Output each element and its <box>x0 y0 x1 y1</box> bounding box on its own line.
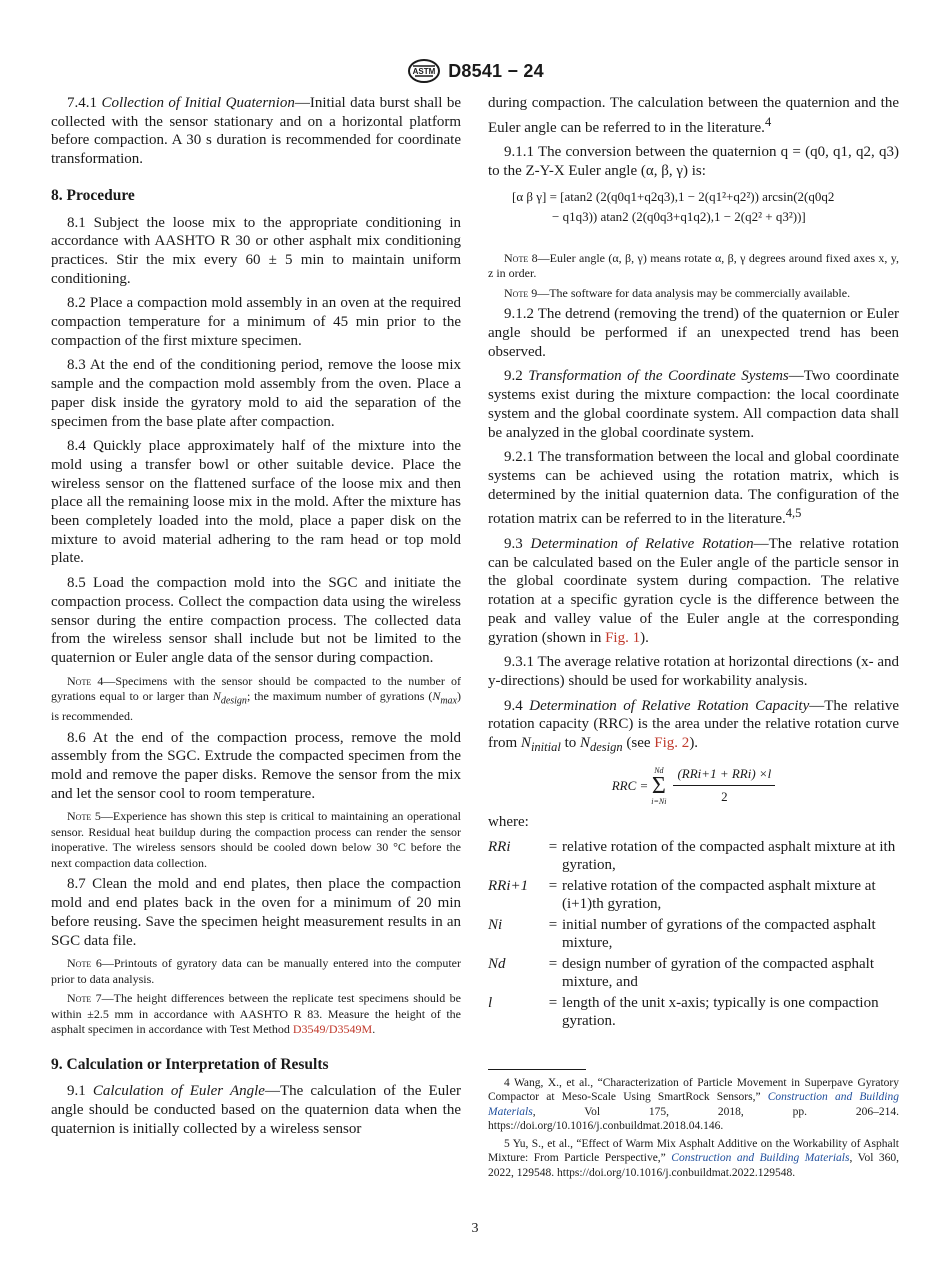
link-fig-2[interactable]: Fig. 2 <box>654 735 690 752</box>
section-9-1: 9.1 Calculation of Euler Angle—The calculation of the Euler angle should be conducted based on the quaternion data when the quaternion is initially collected by a wireless sensor <box>51 1083 462 1137</box>
para-8-1: 8.1 Subject the loose mix to the appropriate conditioning in accordance with AASHTO R 30 or other asphalt mix conditioning practices. Stir the mix every 60 ± 5 min to maintain uniform conditioning. <box>51 214 461 287</box>
equation-line-2: − q1q3)) atan2 (2(q0q3+q1q2),1 − 2(q2² + q3²))] <box>552 208 806 224</box>
section-7-4-1: 7.4.1 Collection of Initial Quaternion—Initial data burst shall be collected with the sensor stationary and on a horizontal platform before compaction. A 30 s duration is recommended for coordinate transformation. <box>51 95 461 168</box>
definition-row <box>488 877 899 916</box>
section-9-3: 9.3 Determination of Relative Rotation—The relative rotation can be calculated based on the Euler angle of the particle sensor in the global coordinate system during compaction. The relative rotation at a specific gyration cycle is the difference between the peak and valley value of the Euler angle at the corresponding gyration (shown in Fig. 1). <box>488 536 899 646</box>
right-column <box>488 94 899 1183</box>
definition-term: Nd <box>488 955 506 972</box>
equation-line-1: [α β γ] = [atan2 (2(q0q1+q2q3),1 − 2(q1²+q2²)) arcsin(2(q0q2 <box>512 188 835 204</box>
journal-link[interactable]: Construction and Building Materials <box>488 1091 900 1118</box>
definition-row <box>488 838 899 877</box>
note-8: Note 8—Euler angle (α, β, γ) means rotate α, β, γ degrees around fixed axes x, y, z in order. <box>488 250 899 281</box>
para-8-5: 8.5 Load the compaction mold into the SGC and initiate the compaction process. Collect the compaction data using the wireless sensor during the entire compaction process. The collected data from the wireless sensor shall include but not be limited to the quaternion or Euler angle data of the sensor during compaction. <box>51 575 461 666</box>
para-8-6: 8.6 At the end of the compaction process, remove the mold assembly from the SGC. Extrude the compacted specimen from the mold and remove the paper disks. Remove the sensor from the mix and let the sensor cool to room temperature. <box>51 729 461 802</box>
rrc-equation <box>488 765 899 807</box>
definition-term: Ni <box>488 916 503 933</box>
footnote-rule <box>488 1069 586 1070</box>
summation-symbol: Nd Σ i=Ni <box>651 765 667 806</box>
definition-desc: relative rotation of the compacted asphalt mixture at ith gyration, <box>562 838 896 873</box>
para-9-1-cont: during compaction. The calculation between the quaternion and the Euler angle can be referred to in the literature.$^4$ <box>488 95 899 136</box>
definition-eq: = <box>548 877 558 894</box>
sum-lower-limit: i=Ni <box>651 796 667 806</box>
para-9-3-1: 9.3.1 The average relative rotation at horizontal directions (x- and y-directions) should be used for workability analysis. <box>488 654 899 689</box>
note-6: Note 6—Printouts of gyratory data can be manually entered into the computer prior to data analysis. <box>51 956 461 986</box>
section-9-2: 9.2 Transformation of the Coordinate Systems—Two coordinate systems exist during the mixture compaction: the local coordinate system and the global coordinate system. All compaction data shall be analyzed in the global coordinate system. <box>488 368 899 441</box>
definitions-table <box>488 838 899 1033</box>
definition-row <box>488 916 899 955</box>
para-9-1-1: 9.1.1 The conversion between the quaternion q = (q0, q1, q2, q3) to the Z-Y-X Euler angle (α, β, γ) is: <box>488 144 899 180</box>
svg-text:ASTM: ASTM <box>412 67 436 76</box>
para-9-2-1: 9.2.1 The transformation between the local and global coordinate systems can be achieved using the rotation matrix, which is determined by the initial quaternion data. The configuration of the rotation matrix can be referred to in the literature.$^{4,5}$ <box>488 449 899 528</box>
note-9: Note 9—The software for data analysis may be commercially available. <box>504 285 851 300</box>
definition-desc: design number of gyration of the compacted asphalt mixture, and <box>562 955 874 990</box>
link-fig-1[interactable]: Fig. 1 <box>605 629 641 646</box>
definition-row <box>488 955 899 994</box>
rrc-lhs: RRC = <box>611 777 649 793</box>
euler-equation <box>488 187 899 227</box>
para-8-7: 8.7 Clean the mold and end plates, then place the compaction mold and end plates back in the oven for a minimum of 20 min before reusing. Save the specimen height measurement results in an SGC data file. <box>51 876 461 949</box>
astm-logo-icon <box>406 58 442 84</box>
rrc-denominator: 2 <box>721 789 728 805</box>
footnote-4: 4 Wang, X., et al., “Characterization of Particle Movement in Superpave Gyratory Compactor at Meso-Scale Using SmartRock Sensors,” Construction and Building Materials, Vol 175, 2018, pp. 206–214. https://doi.org/10.1016/j.conbuildmat.2018.04.146. <box>488 1076 900 1133</box>
para-8-3: 8.3 At the end of the conditioning period, remove the loose mix sample and the compaction mold assembly from the oven. Place a paper disk inside the gyratory mold to aid the separation of the specimen from the base plate after compaction. <box>51 357 461 430</box>
section-9-4: 9.4 Determination of Relative Rotation Capacity—The relative rotation capacity (RRC) is the area under the relative rotation curve from $N_{initial}$ to $N_{design}$ (see Fig. 2). <box>488 697 899 755</box>
left-column <box>51 94 461 1145</box>
definition-term: RRi <box>488 838 511 855</box>
note-5: Note 5—Experience has shown this step is critical to maintaining an operational sensor. Residual heat buildup during the compaction process can render the sensor inoperative. The wireless sensors should be cooled down below 30 °C before the next compaction data collection. <box>51 809 461 870</box>
definition-term: l <box>488 994 493 1011</box>
para-8-2: 8.2 Place a compaction mold assembly in an oven at the required compaction temperature for a minimum of 45 min prior to the compaction of the first mixture specimen. <box>51 295 461 349</box>
note-4: Note 4—Specimens with the sensor should be compacted to the number of gyrations equal to or larger than $N_{design}$; the maximum number of gyrations $(N_{max})$ is recommended. <box>51 673 461 724</box>
definition-eq: = <box>548 838 558 855</box>
note-7: Note 7—The height differences between the replicate test specimens should be within ±2.5 mm in accordance with AASHTO R 83. Measure the height of the asphalt specimen in accordance with Test Method D3549/D3549M. <box>51 991 461 1037</box>
definition-eq: = <box>548 916 558 933</box>
definition-desc: initial number of gyrations of the compacted asphalt mixture, <box>562 916 876 951</box>
rrc-fraction <box>673 765 775 807</box>
definition-eq: = <box>548 955 558 972</box>
definition-desc: length of the unit x-axis; typically is one compaction gyration. <box>562 994 879 1029</box>
heading-procedure: 8. Procedure <box>51 186 135 204</box>
heading-calculation: 9. Calculation or Interpretation of Results <box>51 1055 329 1073</box>
definition-desc: relative rotation of the compacted asphalt mixture at (i+1)th gyration, <box>562 877 876 912</box>
document-id: D8541 − 24 <box>448 60 544 81</box>
definition-term: RRi+1 <box>488 877 529 894</box>
where-label: where: <box>488 814 529 831</box>
sum-upper-limit: Nd <box>654 765 664 775</box>
journal-link[interactable]: Construction and Building Materials <box>671 1152 850 1165</box>
para-9-1-2: 9.1.2 The detrend (removing the trend) of the quaternion or Euler angle should be performed if an unexpected trend has been observed. <box>488 306 899 360</box>
para-8-4: 8.4 Quickly place approximately half of the mixture into the mold using a transfer bowl or other suitable device. Place the wireless sensor on the flattened surface of the loose mix and then place all the remaining loose mix in the mold. After the mixture has been completely loaded into the mold, place a paper disk on the mixture to avoid material adhering to the ram head or top mold plate. <box>51 438 461 567</box>
definition-row <box>488 994 899 1033</box>
definition-eq: = <box>548 994 558 1011</box>
rrc-numerator: (RRi+1 + RRi) ×l <box>673 765 775 787</box>
page-header <box>0 58 950 84</box>
page-number: 3 <box>471 1221 479 1236</box>
footnote-5: 5 Yu, S., et al., “Effect of Warm Mix Asphalt Additive on the Workability of Asphalt Mixture: From Particle Perspective,” Construction and Building Materials, Vol 360, 2022, 129548. https://doi.org/10.1016/j.conbuildmat.2022.129548. <box>488 1137 900 1179</box>
link-d3549[interactable]: D3549/D3549M <box>292 1022 373 1037</box>
